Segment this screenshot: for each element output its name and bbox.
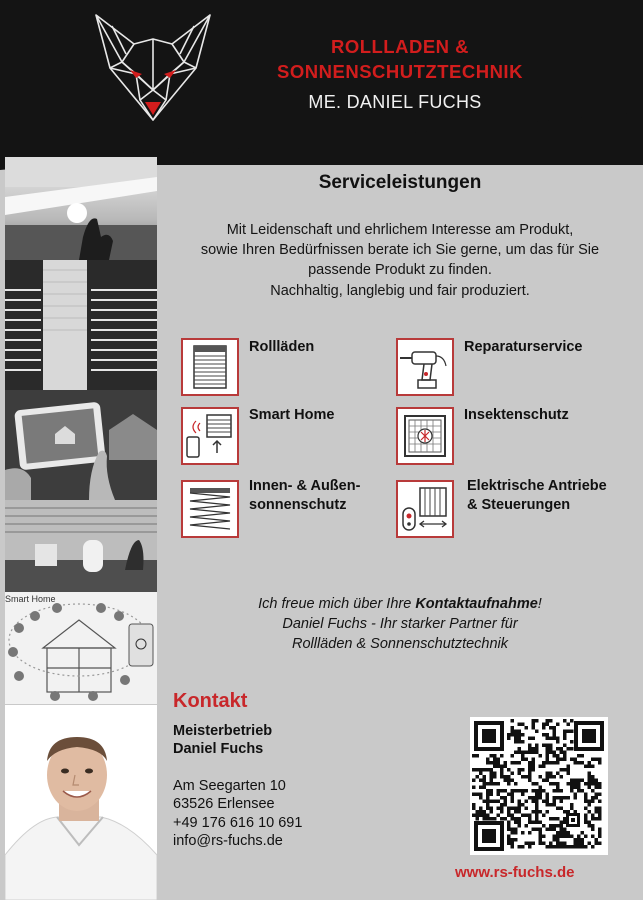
intro-line: Mit Leidenschaft und ehrlichem Interesse am Produkt,	[226, 222, 574, 238]
fox-logo-icon	[92, 12, 214, 124]
remote-control-icon	[396, 480, 454, 538]
photo-venetian-blinds	[5, 260, 157, 390]
photo-smart-home-diagram	[5, 592, 157, 704]
intro-line: passende Produkt zu finden.	[308, 262, 492, 278]
email-link[interactable]: info@rs-fuchs.de	[173, 833, 283, 849]
company-name-line-2: Daniel Fuchs	[173, 741, 264, 757]
service-label-rolllaeden: Rollläden	[249, 339, 315, 355]
address-city: 63526 Erlensee	[173, 796, 275, 812]
pleated-blind-icon	[181, 480, 239, 538]
insect-screen-icon	[396, 407, 454, 465]
closing-line-1: Ich freue mich über Ihre Kontaktaufnahme!	[258, 596, 542, 612]
service-label-sonnenschutz: Innen- & Außen- sonnenschutz	[249, 478, 361, 513]
intro-line: sowie Ihren Bedürfnissen berate ich Sie gerne, um das für Sie	[200, 242, 600, 258]
photo-motorized-awning	[5, 157, 157, 260]
smart-home-photo-label: Smart Home	[5, 594, 56, 604]
drill-icon	[396, 338, 454, 396]
closing-line-3: Rollläden & Sonnenschutztechnik	[291, 636, 509, 652]
roller-shutter-icon	[181, 338, 239, 396]
brand-line-2: SONNENSCHUTZTECHNIK	[277, 61, 523, 82]
contact-title: Kontakt	[173, 690, 248, 712]
brand-line-1: ROLLLADEN &	[330, 36, 470, 57]
service-label-insektenschutz: Insektenschutz	[464, 407, 569, 423]
service-label-antriebe: Elektrische Antriebe & Steuerungen	[467, 478, 607, 513]
owner-portrait-photo	[5, 705, 157, 900]
services-title: Serviceleistungen	[318, 172, 482, 193]
website-link[interactable]: www.rs-fuchs.de	[455, 864, 575, 881]
phone-number[interactable]: +49 176 616 10 691	[173, 815, 303, 831]
company-name-line-1: Meisterbetrieb	[173, 723, 273, 739]
services-tagline: Nachhaltig, langlebig und fair produziert.	[270, 283, 530, 299]
brand-owner: ME. DANIEL FUCHS	[308, 92, 482, 112]
photo-tablet-smart-home	[5, 390, 157, 500]
closing-line-2: Daniel Fuchs - Ihr starker Partner für	[282, 616, 518, 632]
smart-home-icon	[181, 407, 239, 465]
photo-interior-blinds	[5, 500, 157, 592]
qr-code[interactable]	[470, 717, 608, 855]
closing-statement	[170, 594, 630, 654]
service-label-smart-home: Smart Home	[249, 407, 335, 423]
address-street: Am Seegarten 10	[173, 778, 286, 794]
service-label-reparaturservice: Reparaturservice	[464, 339, 583, 355]
services-intro	[170, 220, 630, 280]
